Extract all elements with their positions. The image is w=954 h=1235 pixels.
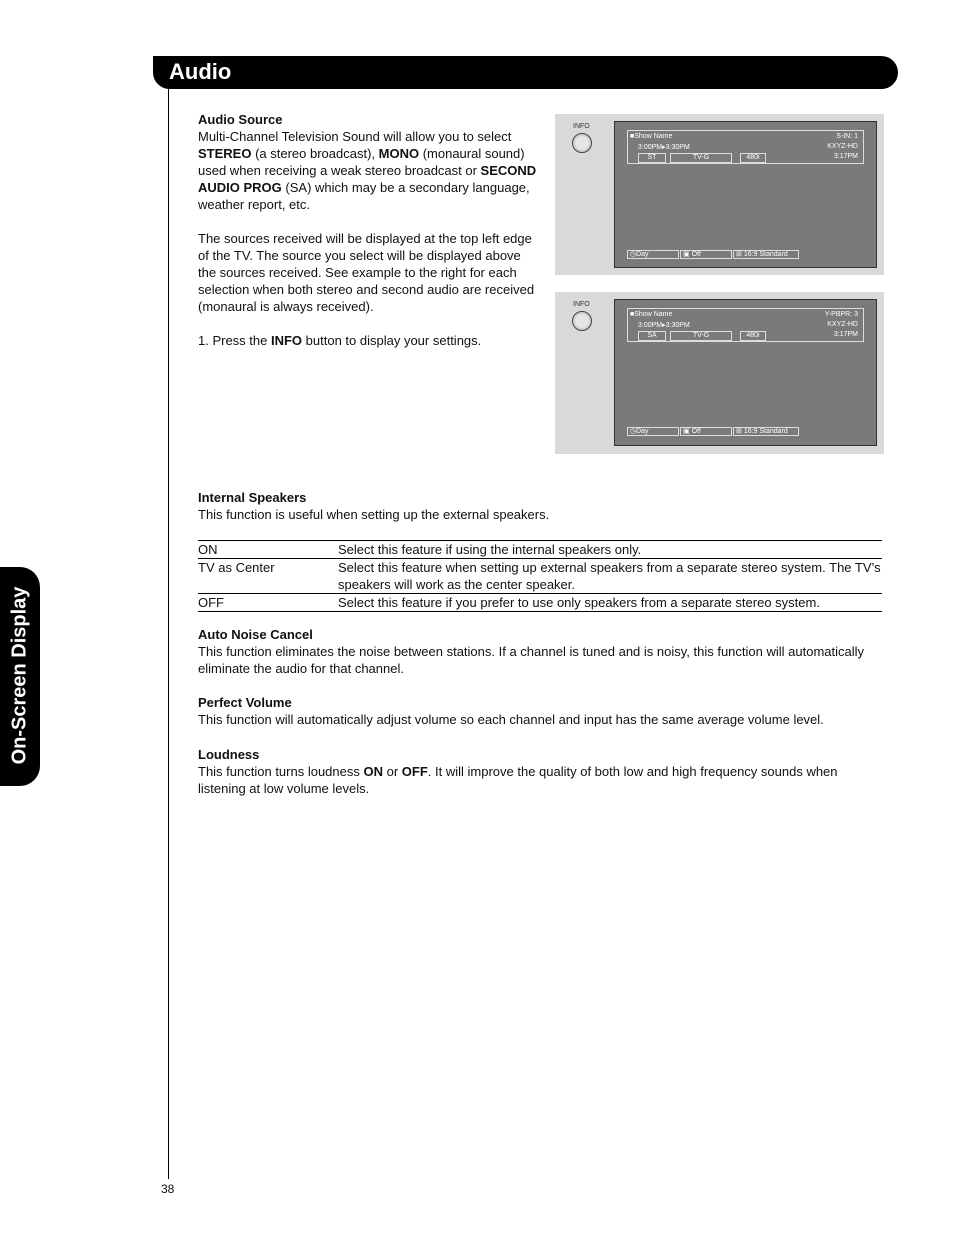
tv-screen (614, 299, 877, 446)
info-label: INFO (573, 123, 590, 130)
audio-source-section (198, 111, 538, 349)
info-banner (627, 130, 864, 164)
show-name: ■Show Name (630, 133, 673, 140)
option-name: OFF (198, 595, 224, 610)
option-desc: Select this feature when setting up external speakers from a separate stereo system. The TV’s speakers will work as the center speaker. (338, 560, 881, 592)
tv-screenshot-2 (555, 292, 884, 454)
option-desc: Select this feature if you prefer to use only speakers from a separate stereo system. (338, 595, 820, 610)
rating: TV-G (670, 331, 732, 341)
internal-speakers-heading: Internal Speakers (198, 490, 307, 505)
audio-mode: ST (638, 153, 666, 163)
loudness-heading: Loudness (198, 747, 260, 762)
show-name: ■Show Name (630, 311, 673, 318)
table-row (198, 540, 882, 559)
option-name: ON (198, 542, 218, 557)
audio-mode: SA (638, 331, 666, 341)
clock: 3:17PM (833, 153, 858, 160)
option-desc: Select this feature if using the internal speakers only. (338, 542, 642, 557)
aspect-status: ⊞ 16:9 Standard (733, 427, 799, 436)
auto-noise-heading: Auto Noise Cancel (198, 627, 313, 642)
info-banner (627, 308, 864, 342)
internal-speakers-section (198, 489, 882, 523)
table-row (198, 594, 882, 612)
input-label: Y-PBPR: 3 (824, 311, 858, 318)
resolution: 480i (740, 153, 766, 163)
info-label: INFO (573, 301, 590, 308)
rating: TV-G (670, 153, 732, 163)
day-status: ◷Day (627, 427, 679, 436)
speaker-options-table (198, 540, 882, 612)
station: KXYZ-HD (827, 143, 858, 150)
info-button-icon (572, 133, 592, 153)
input-label: S-IN: 1 (836, 133, 858, 140)
tv-screenshot-1 (555, 114, 884, 275)
perfect-volume-desc: This function will automatically adjust volume so each channel and input has the same average volume level. (198, 712, 824, 727)
option-name: TV as Center (198, 560, 275, 575)
loudness-section (198, 746, 882, 797)
margin-rule (168, 89, 169, 1179)
time-range: 3:00PM▸3:30PM (638, 144, 690, 151)
audio-source-para1: Multi-Channel Television Sound will allow you to select STEREO (a stereo broadcast), MONO (monaural sound) used when receiving a weak stereo broadcast or SECOND AUDIO PROG (SA) which may be a secondary language, weather report, etc. (198, 129, 537, 212)
off-status: ▣ Off (680, 427, 732, 436)
internal-speakers-desc: This function is useful when setting up the external speakers. (198, 507, 550, 522)
audio-source-heading: Audio Source (198, 112, 283, 127)
side-tab (0, 567, 40, 786)
perfect-volume-section (198, 694, 882, 728)
page-number: 38 (161, 1182, 175, 1196)
audio-source-para2: The sources received will be displayed at the top left edge of the TV. The source you select will be displayed above the sources received. See example to the right for each selection when both stereo and second audio are received (monaural is always received). (198, 231, 535, 314)
header-bar (153, 56, 898, 89)
status-row (627, 250, 797, 258)
auto-noise-desc: This function eliminates the noise between stations. If a channel is tuned and is noisy, this function will automatically eliminate the audio for that channel. (198, 644, 865, 676)
info-button-icon (572, 311, 592, 331)
loudness-desc: This function turns loudness ON or OFF. It will improve the quality of both low and high frequency sounds when listening at low volume levels. (198, 764, 838, 796)
status-row (627, 427, 797, 435)
auto-noise-section (198, 626, 882, 677)
off-status: ▣ Off (680, 250, 732, 259)
time-range: 3:00PM▸3:30PM (638, 322, 690, 329)
station: KXYZ-HD (827, 321, 858, 328)
audio-source-step: 1. Press the INFO button to display your settings. (198, 333, 482, 348)
resolution: 480i (740, 331, 766, 341)
aspect-status: ⊞ 16:9 Standard (733, 250, 799, 259)
table-row (198, 559, 882, 594)
page-title: Audio (169, 59, 232, 84)
tv-screen (614, 121, 877, 268)
clock: 3:17PM (833, 331, 858, 338)
side-tab-label: On-Screen Display (8, 586, 31, 765)
perfect-volume-heading: Perfect Volume (198, 695, 292, 710)
day-status: ◷Day (627, 250, 679, 259)
